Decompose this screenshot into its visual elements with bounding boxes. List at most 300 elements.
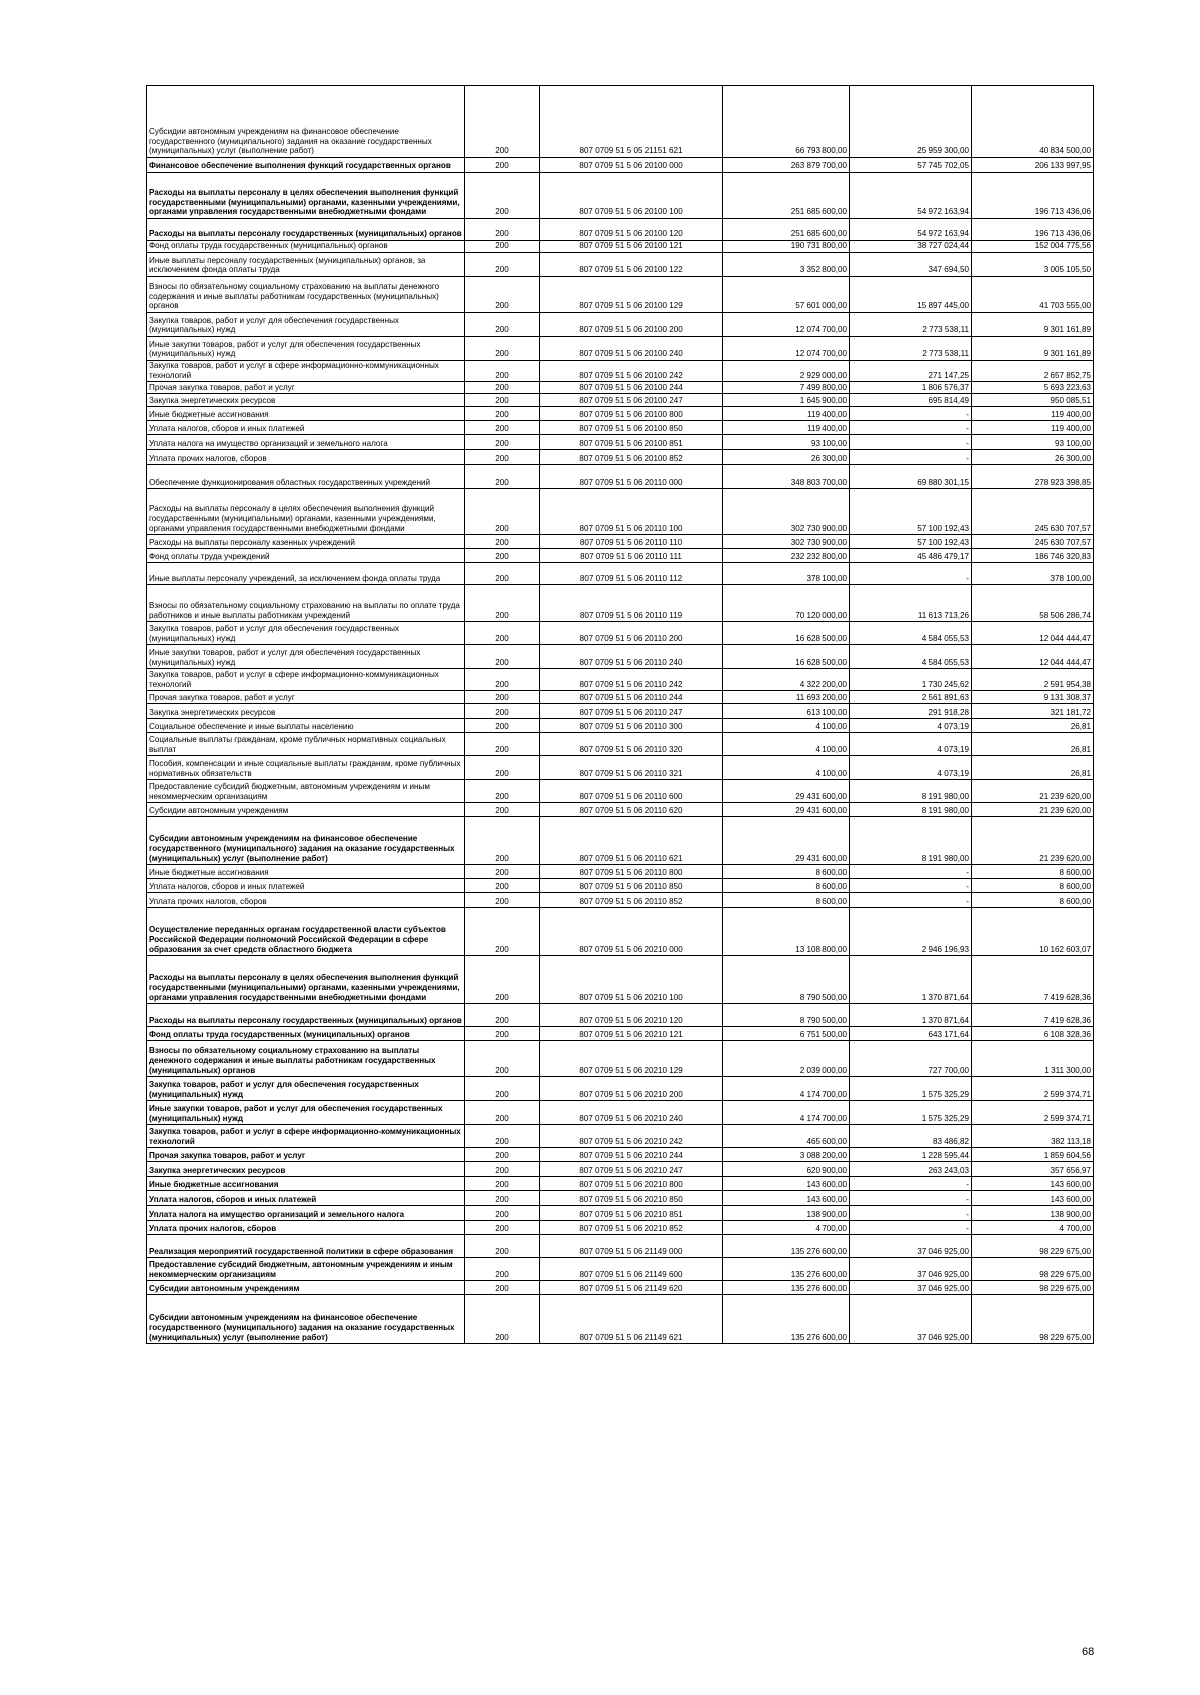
row-executed-amount-cell: 643 171,64 [850, 1027, 972, 1041]
row-remaining-amount-cell: 4 700,00 [972, 1221, 1094, 1235]
table-row [147, 86, 1094, 158]
row-budget-code-cell: 807 0709 51 5 06 20100 244 [540, 382, 723, 394]
table-row [147, 1191, 1094, 1206]
row-approved-amount-cell: 119 400,00 [723, 421, 850, 435]
row-executed-amount-cell: 4 073,19 [850, 719, 972, 733]
row-approved-amount-cell: 1 645 900,00 [723, 394, 850, 407]
row-approved-amount-cell: 4 100,00 [723, 719, 850, 733]
row-rz-code-cell: 200 [465, 421, 540, 435]
table-row [147, 219, 1094, 241]
row-name-cell: Прочая закупка товаров, работ и услуг [147, 382, 465, 394]
table-row [147, 241, 1094, 253]
row-budget-code-cell: 807 0709 51 5 06 20210 242 [540, 1125, 723, 1148]
row-budget-code-cell: 807 0709 51 5 06 20100 121 [540, 241, 723, 253]
row-budget-code-cell: 807 0709 51 5 06 20100 240 [540, 337, 723, 361]
row-executed-amount-cell: - [850, 563, 972, 585]
row-budget-code-cell: 807 0709 51 5 05 21151 621 [540, 86, 723, 158]
row-executed-amount-cell: - [850, 407, 972, 421]
row-rz-code-cell: 200 [465, 756, 540, 780]
row-executed-amount-cell: 727 700,00 [850, 1041, 972, 1077]
row-budget-code-cell: 807 0709 51 5 06 20110 119 [540, 585, 723, 622]
row-rz-code-cell: 200 [465, 219, 540, 241]
row-budget-code-cell: 807 0709 51 5 06 20210 100 [540, 956, 723, 1004]
row-rz-code-cell: 200 [465, 585, 540, 622]
table-row [147, 691, 1094, 704]
row-rz-code-cell: 200 [465, 394, 540, 407]
row-rz-code-cell: 200 [465, 704, 540, 719]
table-row [147, 337, 1094, 361]
row-rz-code-cell: 200 [465, 1281, 540, 1295]
row-name-cell: Закупка товаров, работ и услуг для обеспечения государственных (муниципальных) нужд [147, 1077, 465, 1101]
row-approved-amount-cell: 302 730 900,00 [723, 535, 850, 549]
row-executed-amount-cell: 37 046 925,00 [850, 1235, 972, 1258]
row-budget-code-cell: 807 0709 51 5 06 20110 111 [540, 549, 723, 563]
row-name-cell: Предоставление субсидий бюджетным, автономным учреждениям и иным некоммерческим организациям [147, 1258, 465, 1281]
table-row [147, 1206, 1094, 1221]
row-name-cell: Уплата прочих налогов, сборов [147, 450, 465, 465]
row-executed-amount-cell: 2 773 538,11 [850, 337, 972, 361]
row-rz-code-cell: 200 [465, 1235, 540, 1258]
row-budget-code-cell: 807 0709 51 5 06 20210 800 [540, 1177, 723, 1191]
row-remaining-amount-cell: 10 162 603,07 [972, 908, 1094, 956]
row-executed-amount-cell: 8 191 980,00 [850, 780, 972, 803]
row-rz-code-cell: 200 [465, 803, 540, 817]
row-remaining-amount-cell: 9 131 308,37 [972, 691, 1094, 704]
row-remaining-amount-cell: 186 746 320,83 [972, 549, 1094, 563]
row-approved-amount-cell: 8 600,00 [723, 893, 850, 908]
row-rz-code-cell: 200 [465, 277, 540, 313]
row-remaining-amount-cell: 41 703 555,00 [972, 277, 1094, 313]
row-executed-amount-cell: - [850, 1177, 972, 1191]
table-row [147, 719, 1094, 733]
row-approved-amount-cell: 190 731 800,00 [723, 241, 850, 253]
row-executed-amount-cell: 1 730 245,62 [850, 669, 972, 691]
row-approved-amount-cell: 93 100,00 [723, 435, 850, 450]
row-executed-amount-cell: 263 243,03 [850, 1162, 972, 1177]
row-approved-amount-cell: 143 600,00 [723, 1191, 850, 1206]
row-name-cell: Уплата налогов, сборов и иных платежей [147, 421, 465, 435]
row-executed-amount-cell: 1 370 871,64 [850, 1004, 972, 1027]
row-budget-code-cell: 807 0709 51 5 06 20110 300 [540, 719, 723, 733]
row-remaining-amount-cell: 21 239 620,00 [972, 817, 1094, 865]
row-remaining-amount-cell: 119 400,00 [972, 407, 1094, 421]
row-executed-amount-cell: 4 584 055,53 [850, 645, 972, 669]
row-name-cell: Закупка товаров, работ и услуг в сфере информационно-коммуникационных технологий [147, 669, 465, 691]
row-approved-amount-cell: 6 751 500,00 [723, 1027, 850, 1041]
row-name-cell: Предоставление субсидий бюджетным, автономным учреждениям и иным некоммерческим организациям [147, 780, 465, 803]
row-remaining-amount-cell: 3 005 105,50 [972, 253, 1094, 277]
row-remaining-amount-cell: 245 630 707,57 [972, 489, 1094, 535]
row-name-cell: Субсидии автономным учреждениям на финансовое обеспечение государственного (муниципального) задания на оказание государственных (муниципальных) услуг (выполнение работ) [147, 86, 465, 158]
row-approved-amount-cell: 29 431 600,00 [723, 817, 850, 865]
table-row [147, 465, 1094, 489]
row-rz-code-cell: 200 [465, 563, 540, 585]
row-approved-amount-cell: 3 352 800,00 [723, 253, 850, 277]
row-name-cell: Пособия, компенсации и иные социальные выплаты гражданам, кроме публичных нормативных обязательств [147, 756, 465, 780]
row-executed-amount-cell: 37 046 925,00 [850, 1295, 972, 1344]
row-name-cell: Уплата прочих налогов, сборов [147, 893, 465, 908]
table-row [147, 803, 1094, 817]
row-executed-amount-cell: 38 727 024,44 [850, 241, 972, 253]
row-budget-code-cell: 807 0709 51 5 06 20100 242 [540, 361, 723, 382]
row-remaining-amount-cell: 8 600,00 [972, 879, 1094, 893]
row-name-cell: Фонд оплаты труда государственных (муниципальных) органов [147, 1027, 465, 1041]
row-rz-code-cell: 200 [465, 1004, 540, 1027]
row-rz-code-cell: 200 [465, 1148, 540, 1162]
row-executed-amount-cell: 347 694,50 [850, 253, 972, 277]
row-remaining-amount-cell: 98 229 675,00 [972, 1258, 1094, 1281]
row-remaining-amount-cell: 119 400,00 [972, 421, 1094, 435]
table-row [147, 1258, 1094, 1281]
row-budget-code-cell: 807 0709 51 5 06 20110 321 [540, 756, 723, 780]
row-budget-code-cell: 807 0709 51 5 06 20110 110 [540, 535, 723, 549]
row-approved-amount-cell: 138 900,00 [723, 1206, 850, 1221]
table-row [147, 489, 1094, 535]
row-name-cell: Иные бюджетные ассигнования [147, 1177, 465, 1191]
row-approved-amount-cell: 13 108 800,00 [723, 908, 850, 956]
row-budget-code-cell: 807 0709 51 5 06 21149 620 [540, 1281, 723, 1295]
row-remaining-amount-cell: 206 133 997,95 [972, 158, 1094, 173]
table-row [147, 756, 1094, 780]
row-approved-amount-cell: 4 174 700,00 [723, 1101, 850, 1125]
row-name-cell: Расходы на выплаты персоналу государственных (муниципальных) органов [147, 219, 465, 241]
row-remaining-amount-cell: 21 239 620,00 [972, 780, 1094, 803]
table-row [147, 421, 1094, 435]
row-name-cell: Социальные выплаты гражданам, кроме публичных нормативных социальных выплат [147, 733, 465, 756]
row-remaining-amount-cell: 58 506 286,74 [972, 585, 1094, 622]
row-budget-code-cell: 807 0709 51 5 06 20210 200 [540, 1077, 723, 1101]
row-rz-code-cell: 200 [465, 1027, 540, 1041]
row-remaining-amount-cell: 143 600,00 [972, 1177, 1094, 1191]
row-name-cell: Прочая закупка товаров, работ и услуг [147, 691, 465, 704]
row-rz-code-cell: 200 [465, 1041, 540, 1077]
row-rz-code-cell: 200 [465, 382, 540, 394]
row-rz-code-cell: 200 [465, 173, 540, 219]
row-rz-code-cell: 200 [465, 622, 540, 645]
row-name-cell: Закупка товаров, работ и услуг в сфере информационно-коммуникационных технологий [147, 361, 465, 382]
row-executed-amount-cell: 57 100 192,43 [850, 489, 972, 535]
row-rz-code-cell: 200 [465, 1191, 540, 1206]
row-rz-code-cell: 200 [465, 645, 540, 669]
row-name-cell: Уплата налогов, сборов и иных платежей [147, 879, 465, 893]
row-approved-amount-cell: 232 232 800,00 [723, 549, 850, 563]
row-remaining-amount-cell: 8 600,00 [972, 865, 1094, 879]
row-budget-code-cell: 807 0709 51 5 06 20110 320 [540, 733, 723, 756]
row-approved-amount-cell: 263 879 700,00 [723, 158, 850, 173]
row-remaining-amount-cell: 950 085,51 [972, 394, 1094, 407]
row-rz-code-cell: 200 [465, 817, 540, 865]
row-approved-amount-cell: 16 628 500,00 [723, 645, 850, 669]
table-row [147, 704, 1094, 719]
row-executed-amount-cell: - [850, 1206, 972, 1221]
table-row [147, 450, 1094, 465]
table-row [147, 622, 1094, 645]
row-remaining-amount-cell: 138 900,00 [972, 1206, 1094, 1221]
row-name-cell: Расходы на выплаты персоналу в целях обеспечения выполнения функций государственными (муниципальными) органами, казенными учреждениями, органами управления государственными внебюджетными фондами [147, 489, 465, 535]
row-name-cell: Уплата прочих налогов, сборов [147, 1221, 465, 1235]
table-row [147, 908, 1094, 956]
row-executed-amount-cell: 69 880 301,15 [850, 465, 972, 489]
row-name-cell: Расходы на выплаты персоналу в целях обеспечения выполнения функций государственными (муниципальными) органами, казенными учреждениями, органами управления государственными внебюджетными фондами [147, 956, 465, 1004]
row-remaining-amount-cell: 357 656,97 [972, 1162, 1094, 1177]
table-row [147, 563, 1094, 585]
row-rz-code-cell: 200 [465, 780, 540, 803]
row-approved-amount-cell: 251 685 600,00 [723, 173, 850, 219]
row-remaining-amount-cell: 196 713 436,06 [972, 173, 1094, 219]
table-row [147, 277, 1094, 313]
row-approved-amount-cell: 29 431 600,00 [723, 803, 850, 817]
row-rz-code-cell: 200 [465, 241, 540, 253]
row-executed-amount-cell: 45 486 479,17 [850, 549, 972, 563]
row-approved-amount-cell: 11 693 200,00 [723, 691, 850, 704]
row-approved-amount-cell: 4 700,00 [723, 1221, 850, 1235]
row-budget-code-cell: 807 0709 51 5 06 20110 000 [540, 465, 723, 489]
row-name-cell: Реализация мероприятий государственной политики в сфере образования [147, 1235, 465, 1258]
table-row [147, 1235, 1094, 1258]
row-rz-code-cell: 200 [465, 86, 540, 158]
row-budget-code-cell: 807 0709 51 5 06 20210 129 [540, 1041, 723, 1077]
row-remaining-amount-cell: 382 113,18 [972, 1125, 1094, 1148]
row-name-cell: Финансовое обеспечение выполнения функций государственных органов [147, 158, 465, 173]
row-executed-amount-cell: 695 814,49 [850, 394, 972, 407]
table-row [147, 817, 1094, 865]
table-row [147, 361, 1094, 382]
row-budget-code-cell: 807 0709 51 5 06 20210 000 [540, 908, 723, 956]
row-name-cell: Субсидии автономным учреждениям на финансовое обеспечение государственного (муниципального) задания на оказание государственных (муниципальных) услуг (выполнение работ) [147, 817, 465, 865]
row-remaining-amount-cell: 245 630 707,57 [972, 535, 1094, 549]
row-budget-code-cell: 807 0709 51 5 06 20110 800 [540, 865, 723, 879]
row-name-cell: Фонд оплаты труда учреждений [147, 549, 465, 563]
row-remaining-amount-cell: 278 923 398,85 [972, 465, 1094, 489]
row-approved-amount-cell: 135 276 600,00 [723, 1235, 850, 1258]
table-row [147, 585, 1094, 622]
row-budget-code-cell: 807 0709 51 5 06 20110 240 [540, 645, 723, 669]
row-approved-amount-cell: 620 900,00 [723, 1162, 850, 1177]
row-name-cell: Иные закупки товаров, работ и услуг для обеспечения государственных (муниципальных) нужд [147, 1101, 465, 1125]
row-name-cell: Иные закупки товаров, работ и услуг для обеспечения государственных (муниципальных) нужд [147, 337, 465, 361]
row-name-cell: Закупка товаров, работ и услуг в сфере информационно-коммуникационных технологий [147, 1125, 465, 1148]
row-executed-amount-cell: 291 918,28 [850, 704, 972, 719]
row-executed-amount-cell: 4 073,19 [850, 733, 972, 756]
row-approved-amount-cell: 70 120 000,00 [723, 585, 850, 622]
row-approved-amount-cell: 378 100,00 [723, 563, 850, 585]
row-remaining-amount-cell: 40 834 500,00 [972, 86, 1094, 158]
row-remaining-amount-cell: 26,81 [972, 719, 1094, 733]
row-remaining-amount-cell: 21 239 620,00 [972, 803, 1094, 817]
table-row [147, 253, 1094, 277]
table-row [147, 382, 1094, 394]
row-remaining-amount-cell: 26 300,00 [972, 450, 1094, 465]
table-row [147, 1004, 1094, 1027]
table-row [147, 394, 1094, 407]
row-approved-amount-cell: 119 400,00 [723, 407, 850, 421]
row-budget-code-cell: 807 0709 51 5 06 20110 112 [540, 563, 723, 585]
row-approved-amount-cell: 613 100,00 [723, 704, 850, 719]
row-executed-amount-cell: 2 561 891,63 [850, 691, 972, 704]
row-executed-amount-cell: - [850, 893, 972, 908]
row-remaining-amount-cell: 8 600,00 [972, 893, 1094, 908]
row-executed-amount-cell: 37 046 925,00 [850, 1258, 972, 1281]
row-remaining-amount-cell: 1 311 300,00 [972, 1041, 1094, 1077]
budget-execution-table [146, 85, 1094, 1344]
row-rz-code-cell: 200 [465, 450, 540, 465]
row-approved-amount-cell: 29 431 600,00 [723, 780, 850, 803]
row-name-cell: Иные бюджетные ассигнования [147, 407, 465, 421]
row-executed-amount-cell: - [850, 421, 972, 435]
row-remaining-amount-cell: 9 301 161,89 [972, 337, 1094, 361]
row-remaining-amount-cell: 196 713 436,06 [972, 219, 1094, 241]
row-approved-amount-cell: 2 929 000,00 [723, 361, 850, 382]
row-name-cell: Взносы по обязательному социальному страхованию на выплаты по оплате труда работников и иные выплаты работникам учреждений [147, 585, 465, 622]
row-rz-code-cell: 200 [465, 465, 540, 489]
row-budget-code-cell: 807 0709 51 5 06 20100 100 [540, 173, 723, 219]
row-rz-code-cell: 200 [465, 1295, 540, 1344]
page-number: 68 [1082, 1646, 1095, 1658]
row-remaining-amount-cell: 98 229 675,00 [972, 1295, 1094, 1344]
row-remaining-amount-cell: 12 044 444,47 [972, 622, 1094, 645]
row-name-cell: Уплата налога на имущество организаций и земельного налога [147, 435, 465, 450]
table-row [147, 313, 1094, 337]
row-rz-code-cell: 200 [465, 879, 540, 893]
row-name-cell: Субсидии автономным учреждениям на финансовое обеспечение государственного (муниципального) задания на оказание государственных (муниципальных) услуг (выполнение работ) [147, 1295, 465, 1344]
table-body [147, 86, 1094, 1344]
row-budget-code-cell: 807 0709 51 5 06 20100 122 [540, 253, 723, 277]
row-executed-amount-cell: 4 073,19 [850, 756, 972, 780]
row-rz-code-cell: 200 [465, 313, 540, 337]
row-budget-code-cell: 807 0709 51 5 06 20110 621 [540, 817, 723, 865]
row-budget-code-cell: 807 0709 51 5 06 20110 100 [540, 489, 723, 535]
row-rz-code-cell: 200 [465, 1162, 540, 1177]
row-executed-amount-cell: 4 584 055,53 [850, 622, 972, 645]
row-executed-amount-cell: - [850, 1221, 972, 1235]
row-rz-code-cell: 200 [465, 1221, 540, 1235]
row-name-cell: Иные выплаты персоналу учреждений, за исключением фонда оплаты труда [147, 563, 465, 585]
row-remaining-amount-cell: 321 181,72 [972, 704, 1094, 719]
row-remaining-amount-cell: 98 229 675,00 [972, 1281, 1094, 1295]
row-name-cell: Расходы на выплаты персоналу казенных учреждений [147, 535, 465, 549]
row-executed-amount-cell: 54 972 163,94 [850, 173, 972, 219]
row-remaining-amount-cell: 2 599 374,71 [972, 1101, 1094, 1125]
row-budget-code-cell: 807 0709 51 5 06 20110 620 [540, 803, 723, 817]
row-name-cell: Закупка энергетических ресурсов [147, 1162, 465, 1177]
table-row [147, 549, 1094, 563]
row-remaining-amount-cell: 152 004 775,56 [972, 241, 1094, 253]
row-name-cell: Взносы по обязательному социальному страхованию на выплаты денежного содержания и иные выплаты работникам государственных (муниципальных) органов [147, 1041, 465, 1077]
row-budget-code-cell: 807 0709 51 5 06 21149 600 [540, 1258, 723, 1281]
row-remaining-amount-cell: 26,81 [972, 756, 1094, 780]
row-budget-code-cell: 807 0709 51 5 06 20110 850 [540, 879, 723, 893]
table-row [147, 1177, 1094, 1191]
row-budget-code-cell: 807 0709 51 5 06 20210 850 [540, 1191, 723, 1206]
row-budget-code-cell: 807 0709 51 5 06 20100 200 [540, 313, 723, 337]
row-name-cell: Фонд оплаты труда государственных (муниципальных) органов [147, 241, 465, 253]
row-executed-amount-cell: 15 897 445,00 [850, 277, 972, 313]
table-row [147, 733, 1094, 756]
table-row [147, 1041, 1094, 1077]
table-row [147, 407, 1094, 421]
row-budget-code-cell: 807 0709 51 5 06 20100 850 [540, 421, 723, 435]
row-name-cell: Закупка товаров, работ и услуг для обеспечения государственных (муниципальных) нужд [147, 313, 465, 337]
row-rz-code-cell: 200 [465, 158, 540, 173]
row-approved-amount-cell: 348 803 700,00 [723, 465, 850, 489]
row-budget-code-cell: 807 0709 51 5 06 21149 621 [540, 1295, 723, 1344]
row-approved-amount-cell: 12 074 700,00 [723, 313, 850, 337]
row-budget-code-cell: 807 0709 51 5 06 20100 800 [540, 407, 723, 421]
row-name-cell: Закупка энергетических ресурсов [147, 704, 465, 719]
row-budget-code-cell: 807 0709 51 5 06 20210 121 [540, 1027, 723, 1041]
row-budget-code-cell: 807 0709 51 5 06 20110 200 [540, 622, 723, 645]
row-name-cell: Уплата налога на имущество организаций и земельного налога [147, 1206, 465, 1221]
row-rz-code-cell: 200 [465, 669, 540, 691]
row-rz-code-cell: 200 [465, 489, 540, 535]
row-name-cell: Закупка товаров, работ и услуг для обеспечения государственных (муниципальных) нужд [147, 622, 465, 645]
row-remaining-amount-cell: 143 600,00 [972, 1191, 1094, 1206]
row-approved-amount-cell: 302 730 900,00 [723, 489, 850, 535]
row-approved-amount-cell: 8 790 500,00 [723, 956, 850, 1004]
row-remaining-amount-cell: 5 693 223,63 [972, 382, 1094, 394]
row-executed-amount-cell: 11 613 713,26 [850, 585, 972, 622]
row-budget-code-cell: 807 0709 51 5 06 20110 247 [540, 704, 723, 719]
row-remaining-amount-cell: 2 591 954,38 [972, 669, 1094, 691]
row-remaining-amount-cell: 26,81 [972, 733, 1094, 756]
row-name-cell: Иные выплаты персоналу государственных (муниципальных) органов, за исключением фонда оплаты труда [147, 253, 465, 277]
row-executed-amount-cell: 57 745 702,05 [850, 158, 972, 173]
row-rz-code-cell: 200 [465, 1077, 540, 1101]
row-approved-amount-cell: 16 628 500,00 [723, 622, 850, 645]
row-budget-code-cell: 807 0709 51 5 06 20210 851 [540, 1206, 723, 1221]
row-name-cell: Взносы по обязательному социальному страхованию на выплаты денежного содержания и иные выплаты работникам государственных (муниципальных) органов [147, 277, 465, 313]
row-approved-amount-cell: 66 793 800,00 [723, 86, 850, 158]
table-row [147, 158, 1094, 173]
row-rz-code-cell: 200 [465, 253, 540, 277]
row-executed-amount-cell: - [850, 450, 972, 465]
row-rz-code-cell: 200 [465, 1258, 540, 1281]
row-approved-amount-cell: 251 685 600,00 [723, 219, 850, 241]
row-executed-amount-cell: 83 486,82 [850, 1125, 972, 1148]
row-remaining-amount-cell: 98 229 675,00 [972, 1235, 1094, 1258]
row-remaining-amount-cell: 7 419 628,36 [972, 956, 1094, 1004]
row-approved-amount-cell: 7 499 800,00 [723, 382, 850, 394]
row-approved-amount-cell: 2 039 000,00 [723, 1041, 850, 1077]
row-budget-code-cell: 807 0709 51 5 06 20100 851 [540, 435, 723, 450]
row-rz-code-cell: 200 [465, 719, 540, 733]
row-executed-amount-cell: 1 806 576,37 [850, 382, 972, 394]
row-executed-amount-cell: 1 575 325,29 [850, 1077, 972, 1101]
row-executed-amount-cell: 1 370 871,64 [850, 956, 972, 1004]
table-row [147, 879, 1094, 893]
row-rz-code-cell: 200 [465, 407, 540, 421]
table-row [147, 1281, 1094, 1295]
row-remaining-amount-cell: 9 301 161,89 [972, 313, 1094, 337]
row-approved-amount-cell: 57 601 000,00 [723, 277, 850, 313]
row-executed-amount-cell: 25 959 300,00 [850, 86, 972, 158]
row-name-cell: Прочая закупка товаров, работ и услуг [147, 1148, 465, 1162]
table-row [147, 669, 1094, 691]
row-name-cell: Субсидии автономным учреждениям [147, 803, 465, 817]
row-name-cell: Расходы на выплаты персоналу государственных (муниципальных) органов [147, 1004, 465, 1027]
table-row [147, 780, 1094, 803]
table-row [147, 1077, 1094, 1101]
row-budget-code-cell: 807 0709 51 5 06 20210 240 [540, 1101, 723, 1125]
row-executed-amount-cell: 2 946 196,93 [850, 908, 972, 956]
row-executed-amount-cell: - [850, 1191, 972, 1206]
row-approved-amount-cell: 135 276 600,00 [723, 1258, 850, 1281]
row-remaining-amount-cell: 12 044 444,47 [972, 645, 1094, 669]
row-approved-amount-cell: 4 322 200,00 [723, 669, 850, 691]
table-row [147, 1027, 1094, 1041]
row-budget-code-cell: 807 0709 51 5 06 20210 244 [540, 1148, 723, 1162]
table-row [147, 1101, 1094, 1125]
